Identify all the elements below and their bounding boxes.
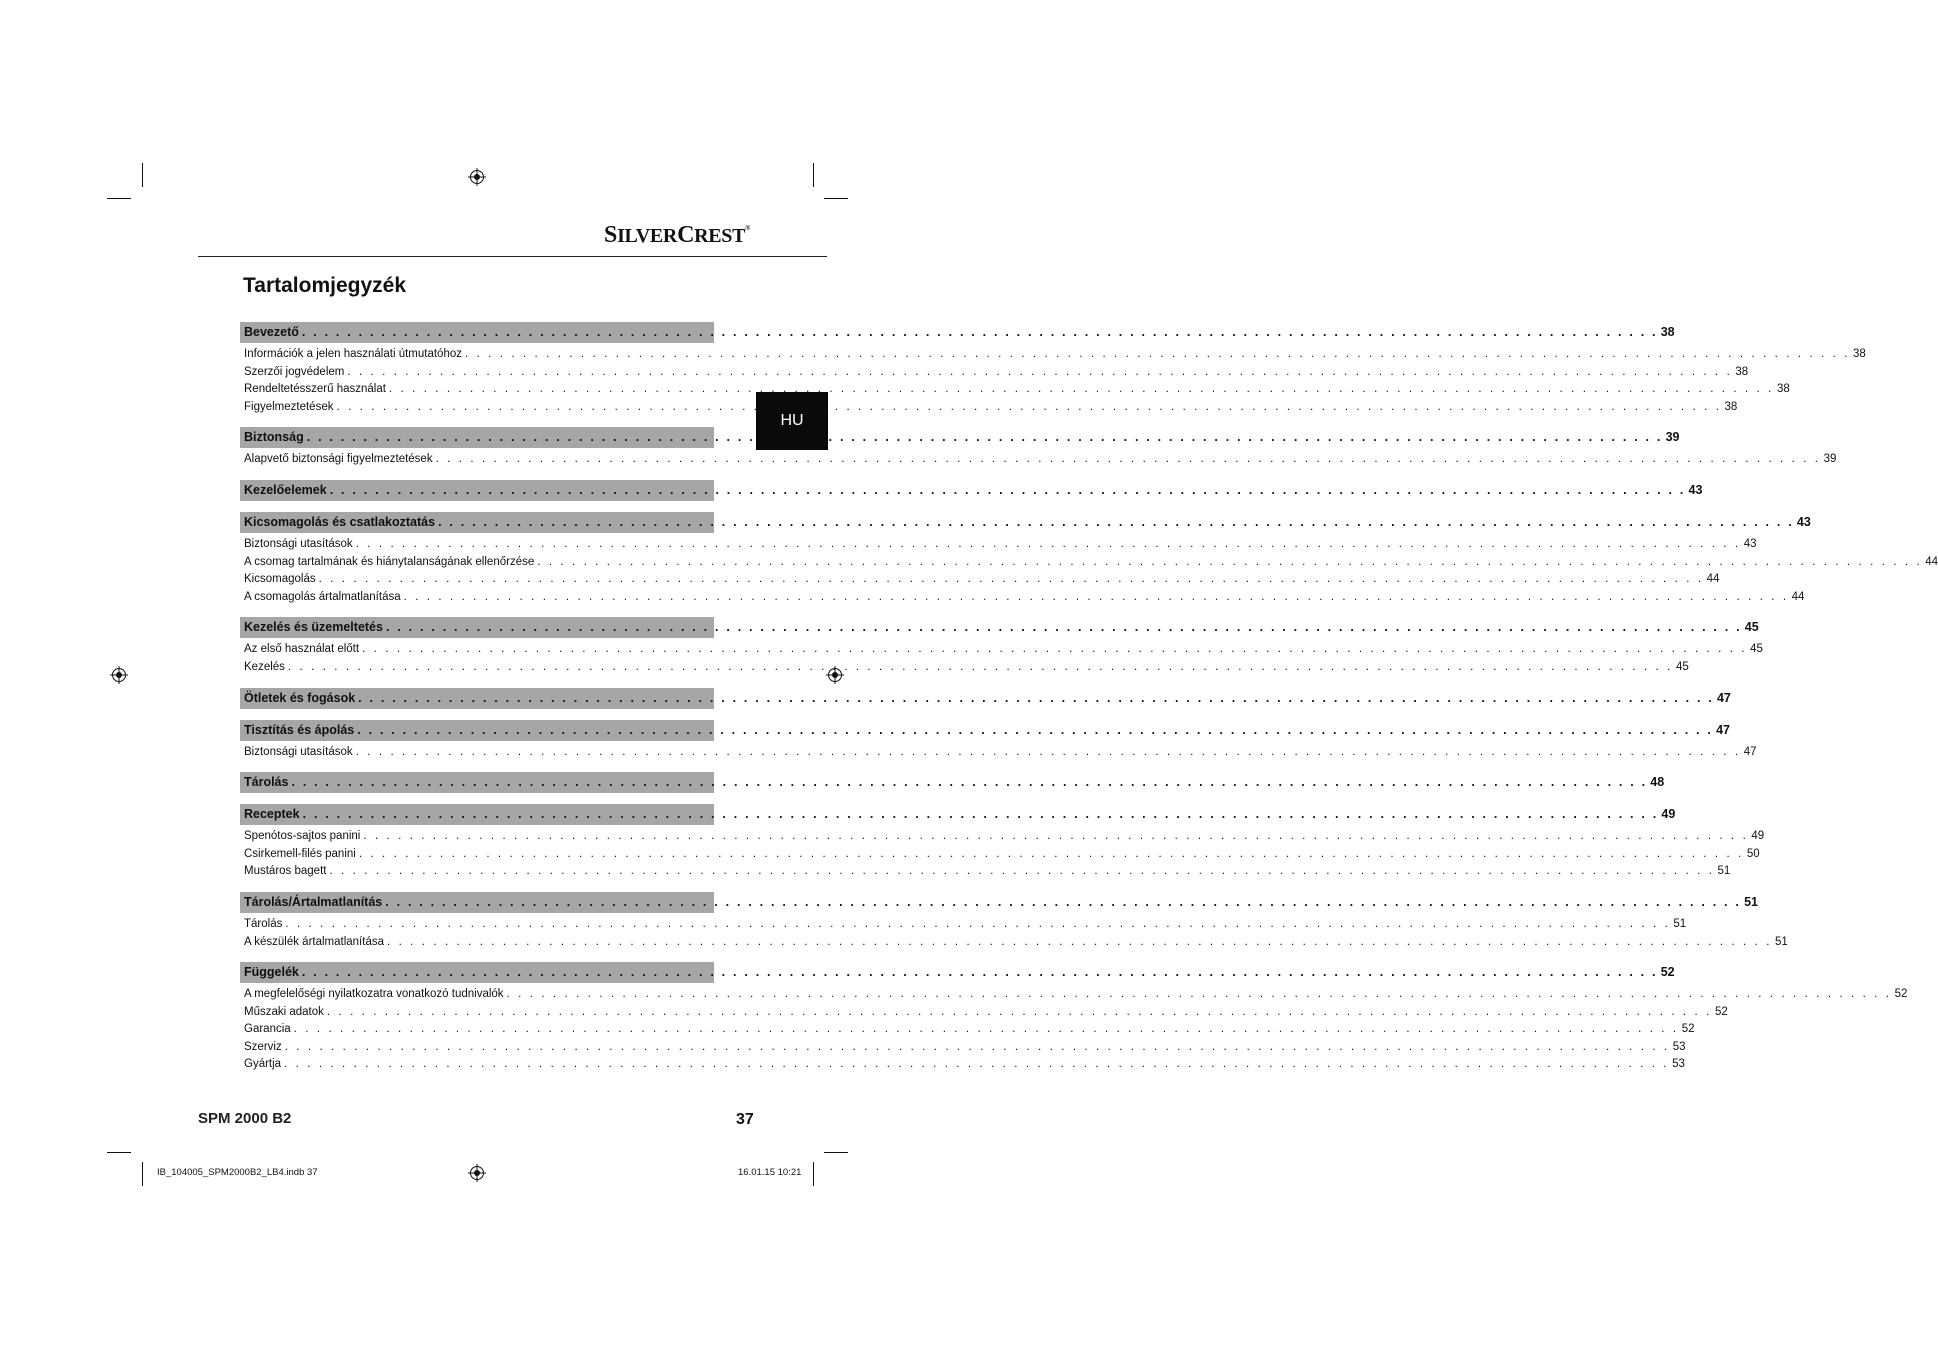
toc-heading-label: Kezelés és üzemeltetés (244, 620, 383, 635)
dot-leader: . . . . . . . . . . . . . . . . . . . . . . . . . . . . . . . . . . . . . . . . . . . . . . . . . . . . . . . . . . . . . . . . . . . . . . . . . . . . . . . . . . . . . . . . . . . . . . . . . . . . . . . . . . . . . . . . . . . . . . . . (329, 865, 1715, 878)
dot-leader: . . . . . . . . . . . . . . . . . . . . . . . . . . . . . . . . . . . . . . . . . . . . . . . . . . . . . . . . . . . . . . . . . . . . . . . . . . . . . . . . . . . . . . . . . . . . . . . . . . . . . . . . . . . . . . . . . . . . . . . . (385, 620, 1742, 635)
toc-item[interactable] (240, 571, 1720, 589)
toc-item-page: 45 (1750, 643, 1763, 656)
toc-heading-label: Függelék (244, 965, 299, 980)
toc-item-label: Gyártja (244, 1058, 282, 1071)
toc-section (240, 804, 1765, 881)
toc-item[interactable] (240, 346, 1866, 364)
toc-item-list (240, 825, 1765, 881)
dot-leader: . . . . . . . . . . . . . . . . . . . . . . . . . . . . . . . . . . . . . . . . . . . . . . . . . . . . . . . . . . . . . . . . . . . . . . . . . . . . . . . . . . . . . . . . . . . . . . . . . . . . . . . . . . . . . . . . . . . . . . . . (357, 722, 1714, 737)
toc-item[interactable] (240, 554, 1938, 572)
dot-leader: . . . . . . . . . . . . . . . . . . . . . . . . . . . . . . . . . . . . . . . . . . . . . . . . . . . . . . . . . . . . . . . . . . . . . . . . . . . . . . . . . . . . . . . . . . . . . . . . . . . . . . . . . . . . . . . . . . . . . . . . (388, 383, 1774, 396)
toc-heading-label: Biztonság (244, 430, 304, 445)
toc-heading[interactable] (240, 617, 1759, 638)
toc-heading[interactable] (240, 804, 1676, 825)
toc-item[interactable] (240, 399, 1738, 417)
toc-item-page: 44 (1706, 573, 1720, 586)
dot-leader: . . . . . . . . . . . . . . . . . . . . . . . . . . . . . . . . . . . . . . . . . . . . . . . . . . . . . . . . . . . . . . . . . . . . . . . . . . . . . . . . . . . . . . . . . . . . . . . . . . . . . . . . . . . . . . . . . . . . . . . . (291, 775, 1648, 790)
toc-item-label: A csomag tartalmának és hiánytalanságának ellenőrzése (244, 555, 535, 568)
toc-heading[interactable] (240, 720, 1730, 741)
toc-item-label: Figyelmeztetések (244, 400, 334, 413)
toc-heading-page: 52 (1660, 965, 1675, 980)
dot-leader: . . . . . . . . . . . . . . . . . . . . . . . . . . . . . . . . . . . . . . . . . . . . . . . . . . . . . . . . . . . . . . . . . . . . . . . . . . . . . . . . . . . . . . . . . . . . . . . . . . . . . . . . . . . . . . . . . . . . . . . . (363, 830, 1749, 843)
toc-item-list (240, 343, 1866, 416)
toc-item-label: Információk a jelen használati útmutatóhoz (244, 348, 462, 360)
dot-leader: . . . . . . . . . . . . . . . . . . . . . . . . . . . . . . . . . . . . . . . . . . . . . . . . . . . . . . . . . . . . . . . . . . . . . . . . . . . . . . . . . . . . . . . . . . . . . . . . . . . . . . . . . . . . . . . . . . . . . . . . (301, 965, 1658, 980)
toc-item[interactable] (240, 659, 1689, 677)
toc-section (240, 720, 1757, 762)
toc-item[interactable] (240, 451, 1837, 469)
language-tab: HU (756, 392, 828, 450)
toc-heading-page: 49 (1661, 807, 1676, 822)
toc-item-label: A készülék ártalmatlanítása (244, 935, 384, 948)
toc-item-label: Szerzői jogvédelem (244, 365, 345, 378)
toc-heading-label: Tárolás (244, 775, 289, 790)
toc-item-label: Spenótos-sajtos panini (244, 830, 361, 843)
print-slug-file: IB_104005_SPM2000B2_LB4.indb 37 (157, 1167, 318, 1178)
dot-leader: . . . . . . . . . . . . . . . . . . . . . . . . . . . . . . . . . . . . . . . . . . . . . . . . . . . . . . . . . . . . . . . . . . . . . . . . . . . . . . . . . . . . . . . . . . . . . . . . . . . . . . . . . . . . . . . . . . . . . . . . (358, 690, 1714, 705)
dot-leader: . . . . . . . . . . . . . . . . . . . . . . . . . . . . . . . . . . . . . . . . . . . . . . . . . . . . . . . . . . . . . . . . . . . . . . . . . . . . . . . . . . . . . . . . . . . . . . . . . . . . . . . . . . . . . . . . . . . . . . . . (293, 1023, 1679, 1036)
dot-leader: . . . . . . . . . . . . . . . . . . . . . . . . . . . . . . . . . . . . . . . . . . . . . . . . . . . . . . . . . . . . . . . . . . . . . . . . . . . . . . . . . . . . . . . . . . . . . . . . . . . . . . . . . . . . . . . . . . . . . . . . (464, 348, 1851, 360)
dot-leader: . . . . . . . . . . . . . . . . . . . . . . . . . . . . . . . . . . . . . . . . . . . . . . . . . . . . . . . . . . . . . . . . . . . . . . . . . . . . . . . . . . . . . . . . . . . . . . . . . . . . . . . . . . . . . . . . . . . . . . . . (318, 573, 1704, 586)
toc-item-label: Csirkemell-filés panini (244, 847, 356, 860)
toc-item[interactable] (240, 536, 1757, 554)
registration-mark-icon (110, 666, 128, 684)
toc-heading-page: 48 (1650, 775, 1665, 790)
toc-heading-label: Bevezető (244, 325, 299, 339)
dot-leader: . . . . . . . . . . . . . . . . . . . . . . . . . . . . . . . . . . . . . . . . . . . . . . . . . . . . . . . . . . . . . . . . . . . . . . . . . . . . . . . . . . . . . . . . . . . . . . . . . . . . . . . . . . . . . . . . . . . . . . . . (336, 400, 1722, 413)
toc-item-page: 43 (1743, 537, 1757, 550)
toc-heading-label: Kicsomagolás és csatlakoztatás (244, 514, 436, 529)
toc-item-label: A csomagolás ártalmatlanítása (244, 590, 401, 603)
dot-leader: . . . . . . . . . . . . . . . . . . . . . . . . . . . . . . . . . . . . . . . . . . . . . . . . . . . . . . . . . . . . . . . . . . . . . . . . . . . . . . . . . . . . . . . . . . . . . . . . . . . . . . . . . . . . . . . . . . . . . . . . (435, 453, 1821, 466)
crop-mark (107, 198, 131, 199)
crop-mark (142, 163, 143, 187)
toc-item-list (240, 638, 1763, 676)
toc-item[interactable] (240, 1056, 1685, 1074)
toc-item-page: 45 (1675, 660, 1689, 673)
toc-item-list (240, 533, 1938, 606)
crop-mark (142, 1162, 143, 1186)
toc-item[interactable] (240, 916, 1687, 934)
toc-section (240, 322, 1866, 416)
toc-heading-label: Receptek (244, 807, 300, 822)
page-number: 37 (736, 1111, 754, 1128)
toc-item[interactable] (240, 846, 1760, 864)
dot-leader: . . . . . . . . . . . . . . . . . . . . . . . . . . . . . . . . . . . . . . . . . . . . . . . . . . . . . . . . . . . . . . . . . . . . . . . . . . . . . . . . . . . . . . . . . . . . . . . . . . . . . . . . . . . . . . . . . . . . . . . . (362, 643, 1748, 656)
dot-leader: . . . . . . . . . . . . . . . . . . . . . . . . . . . . . . . . . . . . . . . . . . . . . . . . . . . . . . . . . . . . . . . . . . . . . . . . . . . . . . . . . . . . . . . . . . . . . . . . . . . . . . . . . . . . . . . . . . . . . . . . (438, 514, 1794, 529)
registration-mark-icon (468, 1164, 486, 1182)
toc-heading[interactable] (240, 427, 1680, 448)
toc-item[interactable] (240, 641, 1763, 659)
toc-item-list (240, 741, 1757, 762)
toc-item-page: 44 (1791, 590, 1805, 603)
toc-item-page: 53 (1672, 1040, 1686, 1053)
toc-item[interactable] (240, 1039, 1686, 1057)
dot-leader: . . . . . . . . . . . . . . . . . . . . . . . . . . . . . . . . . . . . . . . . . . . . . . . . . . . . . . . . . . . . . . . . . . . . . . . . . . . . . . . . . . . . . . . . . . . . . . . . . . . . . . . . . . . . . . . . . . . . . . . . (506, 988, 1892, 1001)
dot-leader: . . . . . . . . . . . . . . . . . . . . . . . . . . . . . . . . . . . . . . . . . . . . . . . . . . . . . . . . . . . . . . . . . . . . . . . . . . . . . . . . . . . . . . . . . . . . . . . . . . . . . . . . . . . . . . . . . . . . . . . . (301, 325, 1658, 339)
page-title: Tartalomjegyzék (243, 274, 407, 297)
toc-item-label: Rendeltetésszerű használat (244, 383, 386, 396)
toc-heading[interactable] (240, 772, 1665, 793)
toc-item-label: Mustáros bagett (244, 865, 327, 878)
toc-section (240, 480, 1703, 501)
toc-section (240, 962, 1908, 1074)
dot-leader: . . . . . . . . . . . . . . . . . . . . . . . . . . . . . . . . . . . . . . . . . . . . . . . . . . . . . . . . . . . . . . . . . . . . . . . . . . . . . . . . . . . . . . . . . . . . . . . . . . . . . . . . . . . . . . . . . . . . . . . . (306, 430, 1663, 445)
toc-item-page: 47 (1743, 745, 1757, 758)
toc-heading-page: 47 (1716, 690, 1731, 705)
dot-leader: . . . . . . . . . . . . . . . . . . . . . . . . . . . . . . . . . . . . . . . . . . . . . . . . . . . . . . . . . . . . . . . . . . . . . . . . . . . . . . . . . . . . . . . . . . . . . . . . . . . . . . . . . . . . . . . . . . . . . . . . (284, 1058, 1670, 1071)
toc-item-page: 38 (1853, 348, 1866, 360)
toc-item[interactable] (240, 589, 1805, 607)
toc-item[interactable] (240, 986, 1908, 1004)
toc-item-page: 52 (1714, 1005, 1728, 1018)
toc-section (240, 427, 1837, 469)
dot-leader: . . . . . . . . . . . . . . . . . . . . . . . . . . . . . . . . . . . . . . . . . . . . . . . . . . . . . . . . . . . . . . . . . . . . . . . . . . . . . . . . . . . . . . . . . . . . . . . . . . . . . . . . . . . . . . . . . . . . . . . . (302, 807, 1659, 822)
dot-leader: . . . . . . . . . . . . . . . . . . . . . . . . . . . . . . . . . . . . . . . . . . . . . . . . . . . . . . . . . . . . . . . . . . . . . . . . . . . . . . . . . . . . . . . . . . . . . . . . . . . . . . . . . . . . . . . . . . . . . . . . (347, 365, 1733, 378)
toc-heading-page: 47 (1716, 722, 1730, 737)
toc-section (240, 617, 1763, 676)
header-rule (198, 256, 827, 257)
toc-item[interactable] (240, 828, 1765, 846)
toc-item[interactable] (240, 744, 1757, 762)
toc-item[interactable] (240, 381, 1790, 399)
toc-heading[interactable] (240, 688, 1731, 709)
model-number: SPM 2000 B2 (198, 1110, 292, 1127)
toc-item-label: Alapvető biztonsági figyelmeztetések (244, 453, 433, 466)
dot-leader: . . . . . . . . . . . . . . . . . . . . . . . . . . . . . . . . . . . . . . . . . . . . . . . . . . . . . . . . . . . . . . . . . . . . . . . . . . . . . . . . . . . . . . . . . . . . . . . . . . . . . . . . . . . . . . . . . . . . . . . . (326, 1005, 1712, 1018)
toc-heading-label: Ötletek és fogások (244, 690, 356, 705)
toc-item-label: Az első használat előtt (244, 643, 360, 656)
toc-item[interactable] (240, 1004, 1728, 1022)
toc-item-page: 51 (1717, 865, 1731, 878)
toc-heading[interactable] (240, 322, 1675, 343)
toc-heading-page: 45 (1744, 620, 1759, 635)
dot-leader: . . . . . . . . . . . . . . . . . . . . . . . . . . . . . . . . . . . . . . . . . . . . . . . . . . . . . . . . . . . . . . . . . . . . . . . . . . . . . . . . . . . . . . . . . . . . . . . . . . . . . . . . . . . . . . . . . . . . . . . . (358, 847, 1744, 860)
dot-leader: . . . . . . . . . . . . . . . . . . . . . . . . . . . . . . . . . . . . . . . . . . . . . . . . . . . . . . . . . . . . . . . . . . . . . . . . . . . . . . . . . . . . . . . . . . . . . . . . . . . . . . . . . . . . . . . . . . . . . . . . (285, 917, 1671, 930)
toc-item-list (240, 448, 1837, 469)
toc-item-label: Műszaki adatok (244, 1005, 324, 1018)
toc-item[interactable] (240, 1021, 1695, 1039)
toc-item-label: Garancia (244, 1023, 291, 1036)
toc-heading[interactable] (240, 512, 1811, 533)
toc-item-page: 51 (1673, 917, 1687, 930)
toc-item-page: 49 (1751, 830, 1765, 843)
dot-leader: . . . . . . . . . . . . . . . . . . . . . . . . . . . . . . . . . . . . . . . . . . . . . . . . . . . . . . . . . . . . . . . . . . . . . . . . . . . . . . . . . . . . . . . . . . . . . . . . . . . . . . . . . . . . . . . . . . . . . . . . (403, 590, 1789, 603)
toc-item-label: Szerviz (244, 1040, 282, 1053)
toc-item-page: 50 (1746, 847, 1760, 860)
toc-item-list (240, 983, 1908, 1074)
toc-item-page: 38 (1724, 400, 1738, 413)
toc-item[interactable] (240, 863, 1731, 881)
toc-item[interactable] (240, 934, 1788, 952)
dot-leader: . . . . . . . . . . . . . . . . . . . . . . . . . . . . . . . . . . . . . . . . . . . . . . . . . . . . . . . . . . . . . . . . . . . . . . . . . . . . . . . . . . . . . . . . . . . . . . . . . . . . . . . . . . . . . . . . . . . . . . . . (387, 935, 1773, 948)
toc-section (240, 512, 1938, 606)
toc-item-list (240, 913, 1788, 951)
toc-item-page: 38 (1776, 383, 1790, 396)
toc-heading-page: 39 (1665, 430, 1680, 445)
toc-heading[interactable] (240, 962, 1675, 983)
dot-leader: . . . . . . . . . . . . . . . . . . . . . . . . . . . . . . . . . . . . . . . . . . . . . . . . . . . . . . . . . . . . . . . . . . . . . . . . . . . . . . . . . . . . . . . . . . . . . . . . . . . . . . . . . . . . . . . . . . . . . . . . (355, 537, 1741, 550)
dot-leader: . . . . . . . . . . . . . . . . . . . . . . . . . . . . . . . . . . . . . . . . . . . . . . . . . . . . . . . . . . . . . . . . . . . . . . . . . . . . . . . . . . . . . . . . . . . . . . . . . . . . . . . . . . . . . . . . . . . . . . . . (287, 660, 1673, 673)
brand-logo: SILVERCREST® (604, 222, 751, 248)
toc-item-label: A megfelelőségi nyilatkozatra vonatkozó tudnivalók (244, 988, 504, 1001)
toc-heading[interactable] (240, 892, 1758, 913)
dot-leader: . . . . . . . . . . . . . . . . . . . . . . . . . . . . . . . . . . . . . . . . . . . . . . . . . . . . . . . . . . . . . . . . . . . . . . . . . . . . . . . . . . . . . . . . . . . . . . . . . . . . . . . . . . . . . . . . . . . . . . . . (355, 745, 1741, 758)
crop-mark (824, 198, 848, 199)
crop-mark (107, 1152, 131, 1153)
crop-mark (813, 1162, 814, 1186)
toc-heading[interactable] (240, 480, 1703, 501)
crop-mark (813, 163, 814, 187)
toc-item-page: 51 (1775, 935, 1788, 948)
toc-item-page: 38 (1735, 365, 1749, 378)
toc-heading-page: 51 (1744, 894, 1758, 909)
registration-mark-icon (468, 168, 486, 186)
toc-section (240, 772, 1665, 793)
toc-item-page: 53 (1672, 1058, 1685, 1071)
toc-heading-page: 38 (1660, 325, 1675, 339)
toc-item-label: Tárolás (244, 917, 283, 930)
toc-heading-page: 43 (1796, 514, 1811, 529)
dot-leader: . . . . . . . . . . . . . . . . . . . . . . . . . . . . . . . . . . . . . . . . . . . . . . . . . . . . . . . . . . . . . . . . . . . . . . . . . . . . . . . . . . . . . . . . . . . . . . . . . . . . . . . . . . . . . . . . . . . . . . . . (385, 894, 1742, 909)
toc-item-label: Biztonsági utasítások (244, 537, 353, 550)
print-slug-date: 16.01.15 10:21 (738, 1167, 802, 1178)
dot-leader: . . . . . . . . . . . . . . . . . . . . . . . . . . . . . . . . . . . . . . . . . . . . . . . . . . . . . . . . . . . . . . . . . . . . . . . . . . . . . . . . . . . . . . . . . . . . . . . . . . . . . . . . . . . . . . . . . . . . . . . . (329, 482, 1686, 497)
toc-heading-label: Tisztítás és ápolás (244, 722, 355, 737)
toc-heading-label: Kezelőelemek (244, 482, 327, 497)
crop-mark (824, 1152, 848, 1153)
toc-heading-label: Tárolás/Ártalmatlanítás (244, 894, 383, 909)
toc-item-page: 44 (1925, 555, 1938, 568)
toc-section (240, 892, 1788, 951)
toc-section (240, 688, 1731, 709)
toc-item-page: 39 (1823, 453, 1837, 466)
toc-item-page: 52 (1681, 1023, 1695, 1036)
toc-item-label: Kezelés (244, 660, 285, 673)
toc-item-label: Biztonsági utasítások (244, 745, 353, 758)
toc-item-page: 52 (1894, 988, 1908, 1001)
dot-leader: . . . . . . . . . . . . . . . . . . . . . . . . . . . . . . . . . . . . . . . . . . . . . . . . . . . . . . . . . . . . . . . . . . . . . . . . . . . . . . . . . . . . . . . . . . . . . . . . . . . . . . . . . . . . . . . . . . . . . . . . (537, 555, 1923, 568)
dot-leader: . . . . . . . . . . . . . . . . . . . . . . . . . . . . . . . . . . . . . . . . . . . . . . . . . . . . . . . . . . . . . . . . . . . . . . . . . . . . . . . . . . . . . . . . . . . . . . . . . . . . . . . . . . . . . . . . . . . . . . . . (284, 1040, 1670, 1053)
toc-item[interactable] (240, 364, 1749, 382)
toc-heading-page: 43 (1688, 482, 1703, 497)
toc-item-label: Kicsomagolás (244, 573, 316, 586)
